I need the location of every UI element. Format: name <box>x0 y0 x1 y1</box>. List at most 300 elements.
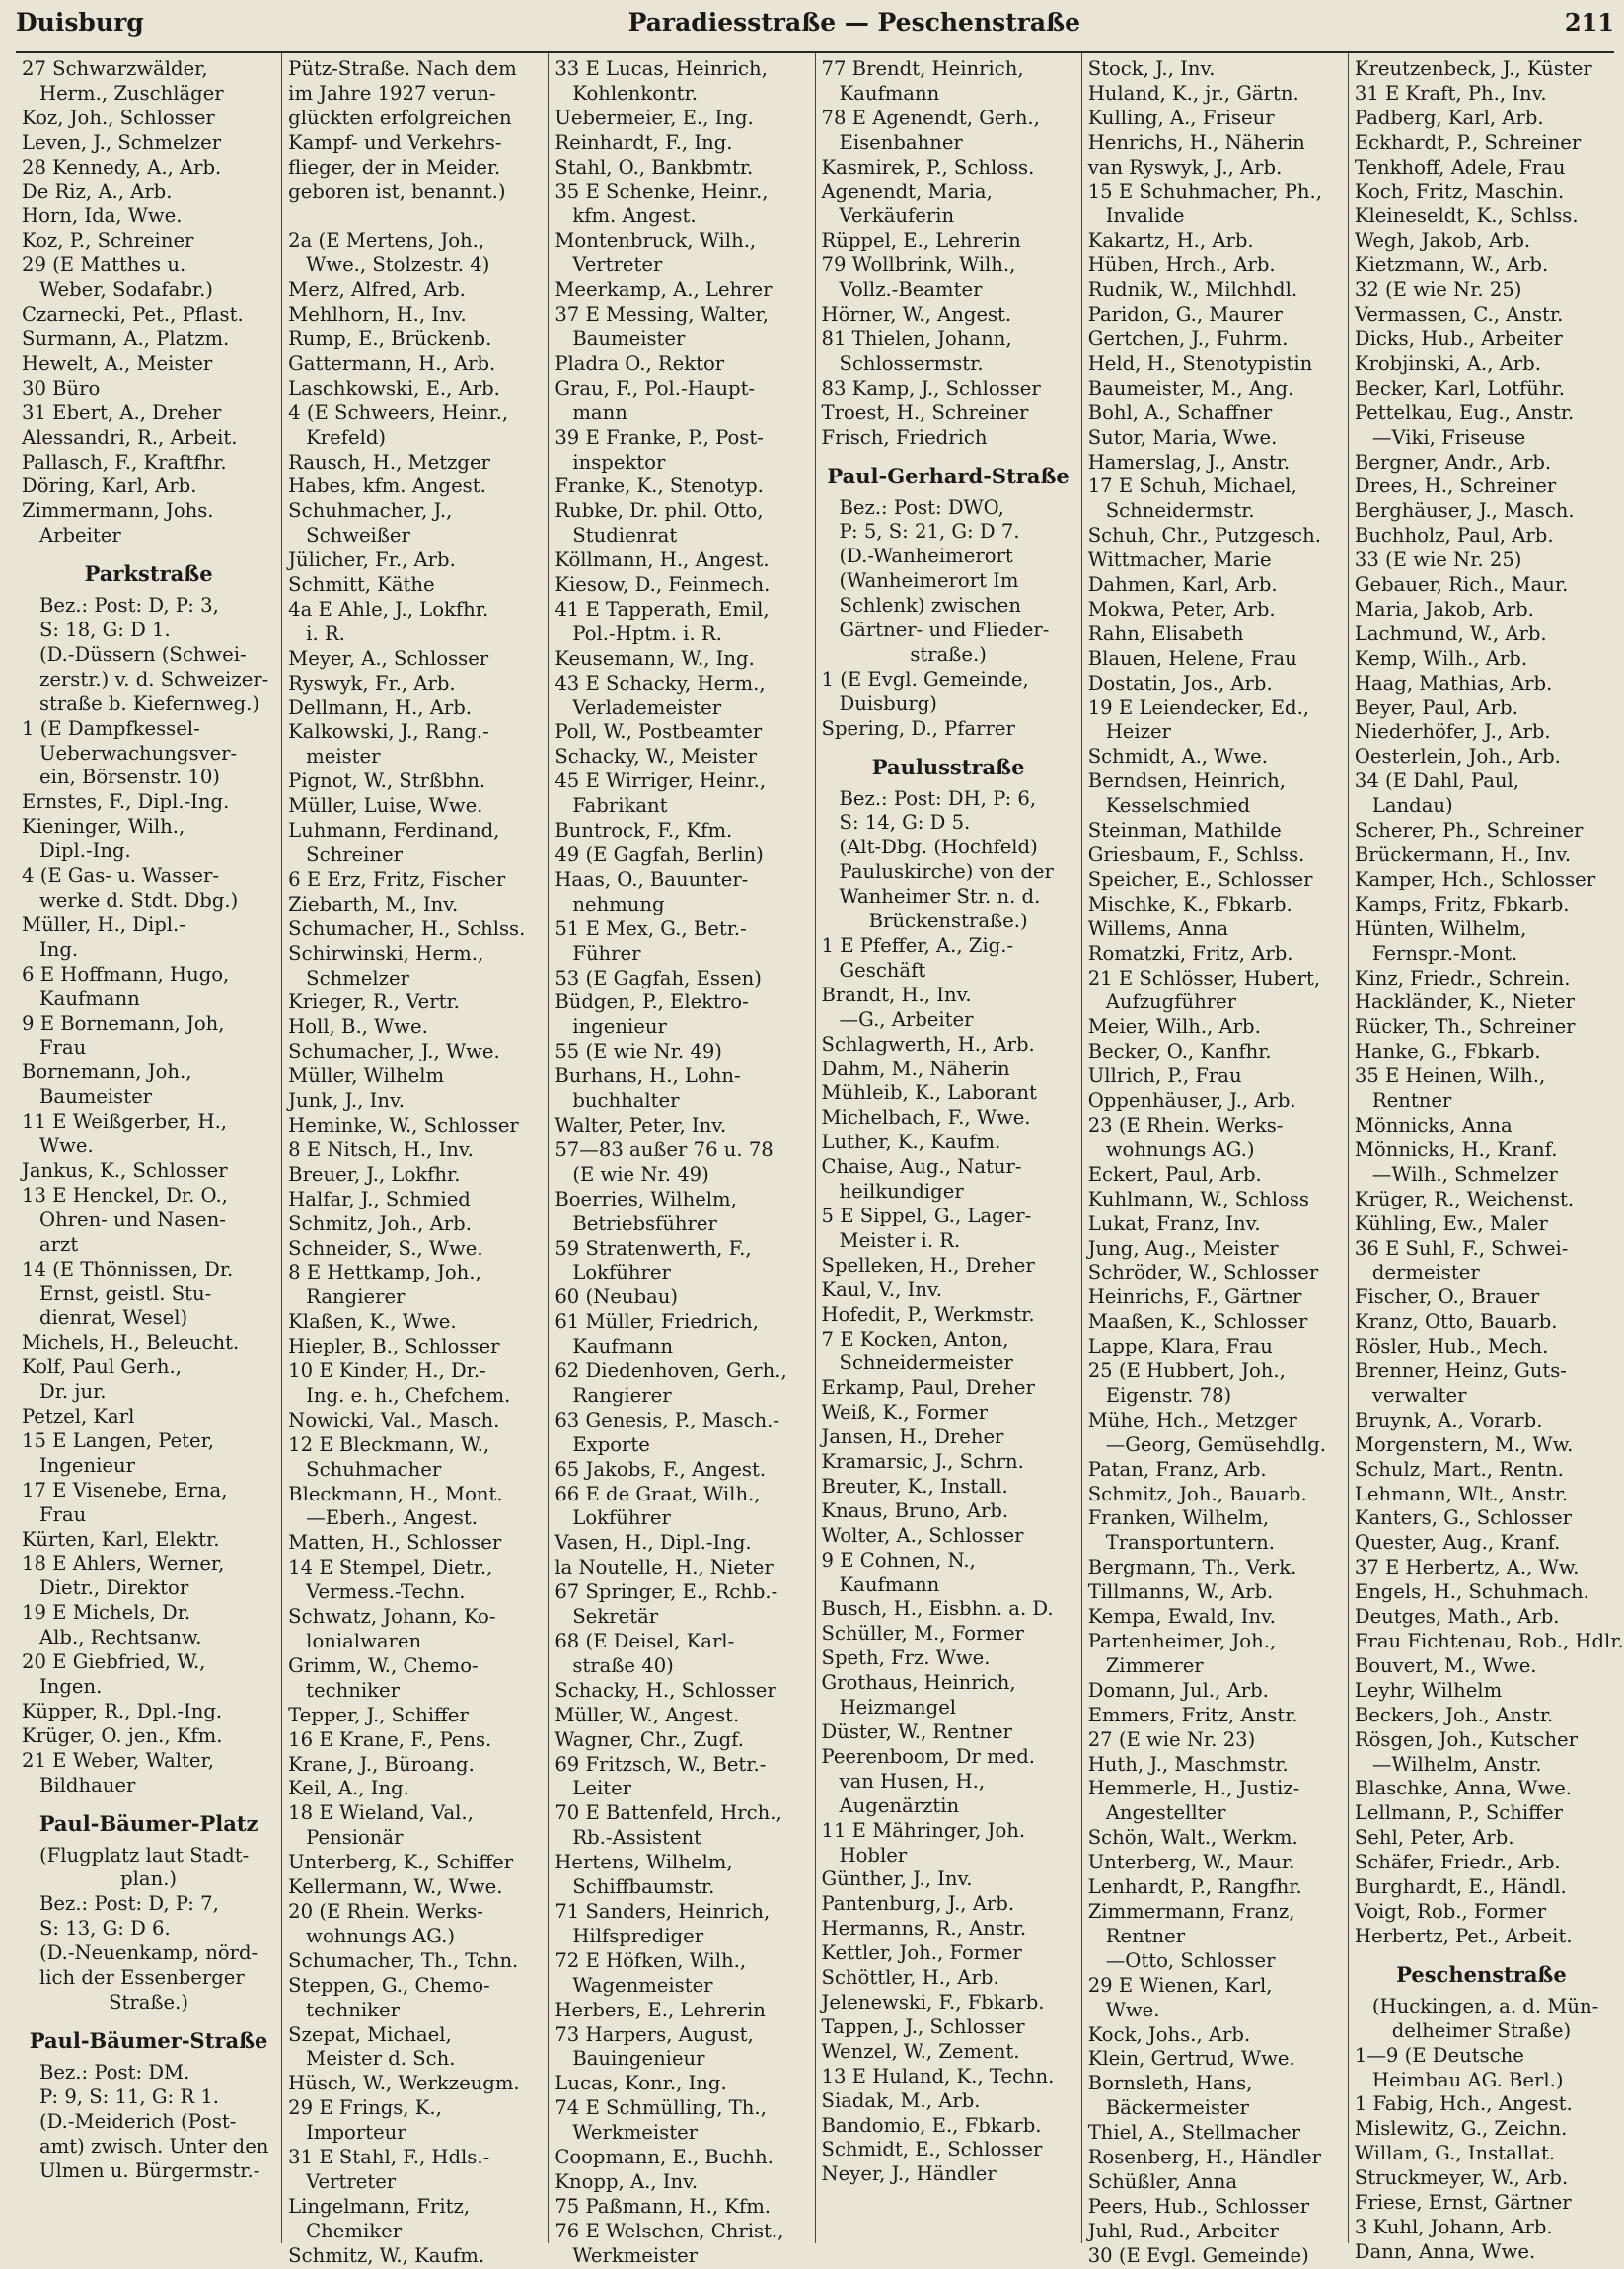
directory-line: Kasmirek, P., Schloss. <box>821 155 1035 179</box>
directory-line: 18 E Ahlers, Werner, <box>22 1552 225 1575</box>
directory-line: Padberg, Karl, Arb. <box>1354 106 1544 129</box>
directory-line: van Ryswyk, J., Arb. <box>1087 155 1283 179</box>
directory-line: Klaßen, K., Wwe. <box>288 1310 457 1334</box>
city-title: Duisburg <box>16 8 144 37</box>
directory-line: Franke, K., Stenotyp. <box>554 475 764 498</box>
directory-line: arzt <box>39 1232 79 1256</box>
directory-line: (D.-Meiderich (Post- <box>39 2109 237 2133</box>
directory-line: Deutges, Math., Arb. <box>1354 1605 1560 1629</box>
directory-line: Kieninger, Wilh., <box>22 815 185 839</box>
directory-line: Kulling, A., Friseur <box>1087 106 1275 129</box>
directory-line: Willam, G., Installat. <box>1354 2142 1556 2165</box>
directory-line: Wegh, Jakob, Arb. <box>1354 229 1531 253</box>
directory-line: Schlenk) zwischen <box>839 594 1021 618</box>
directory-line: im Jahre 1927 verun- <box>288 81 496 105</box>
directory-line: Jankus, K., Schlosser <box>22 1158 228 1182</box>
directory-line: Meister d. Sch. <box>306 2047 456 2071</box>
directory-line: Verkäuferin <box>839 204 955 228</box>
directory-line: (D.-Wanheimerort <box>839 545 1013 568</box>
directory-line: Rentner <box>1371 1089 1452 1113</box>
directory-line: wohnungs AG.) <box>306 1924 456 1947</box>
directory-line: Thiel, A., Stellmacher <box>1087 2121 1301 2145</box>
directory-line: Rücker, Th., Schreiner <box>1354 1015 1576 1039</box>
directory-line: Rudnik, W., Milchhdl. <box>1087 278 1298 302</box>
directory-line: 31 E Kraft, Ph., Inv. <box>1354 81 1547 105</box>
directory-line: Drees, H., Schreiner <box>1354 475 1557 498</box>
directory-line: Bornemann, Joh., <box>22 1061 192 1084</box>
directory-line: Blaschke, Anna, Wwe. <box>1354 1777 1573 1800</box>
directory-line: Bez.: Post: DM. <box>39 2060 190 2084</box>
directory-line: Pensionär <box>306 1826 404 1850</box>
directory-line: werke d. Stdt. Dbg.) <box>39 889 239 912</box>
directory-line: Meerkamp, A., Lehrer <box>554 278 773 302</box>
directory-line: Schacky, W., Meister <box>554 745 758 769</box>
directory-line: Bornsleth, Hans, <box>1087 2072 1253 2095</box>
directory-line: Bäckermeister <box>1105 2096 1249 2120</box>
directory-line: Michels, H., Beleucht. <box>22 1331 240 1354</box>
directory-line: Rangierer <box>572 1383 672 1407</box>
directory-line: Hilfsprediger <box>572 1924 704 1947</box>
directory-line: —Otto, Schlosser <box>1105 1948 1276 1972</box>
directory-line: Pladra O., Rektor <box>554 351 725 375</box>
directory-column <box>1349 53 1624 2263</box>
directory-line: Schreiner <box>306 843 403 866</box>
directory-line: Berghäuser, J., Masch. <box>1354 499 1575 523</box>
directory-line: Michelbach, F., Wwe. <box>821 1106 1031 1130</box>
directory-line: 9 E Bornemann, Joh, <box>22 1011 225 1035</box>
directory-line: 55 (E wie Nr. 49) <box>554 1040 722 1063</box>
directory-line: 21 E Schlösser, Hubert, <box>1087 966 1321 989</box>
directory-line: Mühe, Hch., Metzger <box>1087 1408 1297 1431</box>
directory-line: 1 E Pfeffer, A., Zig.- <box>821 934 1014 957</box>
street-heading: Paul-Gerhard-Straße <box>827 463 1070 488</box>
directory-line: Eisenbahner <box>839 130 963 154</box>
directory-line: Schneidermeister <box>839 1352 1013 1375</box>
directory-line: Ryswyk, Fr., Arb. <box>288 671 456 695</box>
directory-line: Heimbau AG. Berl.) <box>1371 2068 1564 2091</box>
directory-line: 1—9 (E Deutsche <box>1354 2043 1524 2067</box>
directory-line: Schacky, H., Schlosser <box>554 1678 776 1702</box>
directory-line: Vasen, H., Dipl.-Ing. <box>554 1531 752 1555</box>
directory-line: Becker, O., Kanfhr. <box>1087 1040 1272 1063</box>
directory-line: Jansen, H., Dreher <box>821 1426 1004 1449</box>
directory-line: Kettler, Joh., Former <box>821 1941 1022 1965</box>
directory-line: Emmers, Fritz, Anstr. <box>1087 1703 1298 1726</box>
directory-line: Mönnicks, Anna <box>1354 1113 1513 1136</box>
directory-line: Alessandri, R., Arbeit. <box>22 425 238 449</box>
directory-line: Schmitt, Käthe <box>288 573 435 597</box>
directory-line: Jülicher, Fr., Arb. <box>288 549 456 572</box>
directory-line: Hofedit, P., Werkmstr. <box>821 1302 1035 1326</box>
directory-line: Mehlhorn, H., Inv. <box>288 303 467 327</box>
directory-line: Betriebsführer <box>572 1211 717 1235</box>
directory-line: Schäfer, Friedr., Arb. <box>1354 1851 1561 1874</box>
directory-line: Kreutzenbeck, J., Küster <box>1354 57 1592 80</box>
directory-line: Burhans, H., Lohn- <box>554 1064 741 1088</box>
directory-line: Bohl, A., Schaffner <box>1087 401 1273 424</box>
directory-line: 79 Wollbrink, Wilh., <box>821 254 1016 277</box>
directory-line: 6 E Hoffmann, Hugo, <box>22 962 230 986</box>
directory-line: Kamps, Fritz, Fbkarb. <box>1354 892 1570 915</box>
directory-line: Unterberg, K., Schiffer <box>288 1851 514 1874</box>
directory-line: Schüßler, Anna <box>1087 2169 1238 2193</box>
directory-line: Kaufmann <box>572 1335 674 1358</box>
directory-line: Rubke, Dr. phil. Otto, <box>554 499 764 523</box>
directory-line: 4 (E Gas- u. Wasser- <box>22 864 219 888</box>
directory-line: 15 E Schuhmacher, Ph., <box>1087 180 1323 203</box>
directory-line: Dr. jur. <box>39 1380 107 1404</box>
directory-line: 27 (E wie Nr. 23) <box>1087 1727 1256 1751</box>
directory-line: 70 E Battenfeld, Hrch., <box>554 1801 782 1825</box>
directory-line: Schön, Walt., Werkm. <box>1087 1826 1298 1850</box>
directory-line: Chemiker <box>306 2219 403 2242</box>
directory-line: Holl, B., Wwe. <box>288 1015 428 1039</box>
directory-line: zerstr.) v. d. Schweizer- <box>39 667 269 691</box>
directory-line: Krefeld) <box>306 425 387 449</box>
directory-line: Schuhmacher <box>306 1457 442 1481</box>
directory-line: Coopmann, E., Buchh. <box>554 2146 774 2169</box>
directory-line: 11 E Mähringer, Joh. <box>821 1818 1026 1842</box>
directory-line: Brückermann, H., Inv. <box>1354 843 1572 866</box>
directory-line: Bandomio, E., Fbkarb. <box>821 2113 1042 2137</box>
directory-line: Hüben, Hrch., Arb. <box>1087 254 1276 277</box>
directory-column <box>16 53 282 2243</box>
directory-line: la Noutelle, H., Nieter <box>554 1556 774 1579</box>
directory-line: Morgenstern, M., Ww. <box>1354 1432 1574 1456</box>
directory-line: Laschkowski, E., Arb. <box>288 376 500 400</box>
directory-line: (Alt-Dbg. (Hochfeld) <box>839 836 1038 859</box>
directory-line: Mühleib, K., Laborant <box>821 1081 1037 1105</box>
directory-line: Herbers, E., Lehrerin <box>554 1998 766 2021</box>
directory-line: 78 E Agenendt, Gerh., <box>821 106 1040 129</box>
directory-line: Schneidermstr. <box>1105 499 1255 523</box>
directory-line: 72 E Höfken, Wilh., <box>554 1948 747 1972</box>
directory-line: straße 40) <box>572 1653 674 1677</box>
directory-line: 8 E Nitsch, H., Inv. <box>288 1137 474 1161</box>
directory-line: 76 E Welschen, Christ., <box>554 2219 784 2242</box>
directory-line: Leven, J., Schmelzer <box>22 130 222 154</box>
directory-line: Tappen, J., Schlosser <box>821 2014 1025 2038</box>
directory-line: Gärtner- und Flieder- <box>839 619 1050 642</box>
directory-line: Baumeister, M., Ang. <box>1087 376 1294 400</box>
directory-line: Grau, F., Pol.-Haupt- <box>554 376 756 400</box>
directory-line: Hemmerle, H., Justiz- <box>1087 1777 1300 1800</box>
directory-line: Bruynk, A., Vorarb. <box>1354 1408 1543 1431</box>
directory-line: Wwe. <box>1105 1998 1160 2021</box>
directory-line: 59 Stratenwerth, F., <box>554 1236 752 1260</box>
directory-line: meister <box>306 745 381 769</box>
directory-line: Hüsch, W., Werkzeugm. <box>288 2072 520 2095</box>
directory-line: Ernstes, F., Dipl.-Ing. <box>22 790 230 814</box>
directory-line: Vollz.-Beamter <box>839 278 983 302</box>
directory-line: glückten erfolgreichen <box>288 106 512 129</box>
directory-line: 53 (E Gagfah, Essen) <box>554 966 762 989</box>
directory-line: Nowicki, Val., Masch. <box>288 1408 500 1431</box>
directory-line: P: 5, S: 21, G: D 7. <box>839 520 1020 544</box>
street-heading: Paulusstraße <box>871 754 1025 779</box>
directory-line: Wwe., Stolzestr. 4) <box>306 254 490 277</box>
directory-line: Leyhr, Wilhelm <box>1354 1678 1503 1702</box>
directory-line: Werkmeister <box>572 2121 699 2145</box>
directory-line: 28 Kennedy, A., Arb. <box>22 155 222 179</box>
directory-line: Augenärztin <box>839 1793 960 1817</box>
directory-line: Büdgen, P., Elektro- <box>554 990 749 1014</box>
directory-line: Zimmermann, Johs. <box>22 499 214 523</box>
directory-line: Voigt, Rob., Former <box>1354 1899 1547 1923</box>
directory-line: Brenner, Heinz, Guts- <box>1354 1359 1567 1383</box>
directory-line: Hanke, G., Fbkarb. <box>1354 1040 1541 1063</box>
directory-line: straße b. Kiefernweg.) <box>39 692 260 715</box>
directory-line: flieger, der in Meider. <box>288 155 501 179</box>
directory-line: (Flugplatz laut Stadt- <box>39 1843 250 1866</box>
directory-line: Halfar, J., Schmied <box>288 1187 471 1210</box>
directory-line: 31 Ebert, A., Dreher <box>22 401 222 424</box>
directory-line: Pütz-Straße. Nach dem <box>288 57 517 80</box>
directory-line: Frau <box>39 1502 87 1526</box>
directory-line: 35 E Schenke, Heinr., <box>554 180 769 203</box>
directory-column <box>1082 53 1349 2267</box>
directory-line: Lokführer <box>572 1506 671 1530</box>
directory-line: Kanters, G., Schlosser <box>1354 1506 1572 1530</box>
directory-line: —Viki, Friseuse <box>1371 425 1526 449</box>
directory-line: Maaßen, K., Schlosser <box>1087 1310 1308 1334</box>
directory-line: Blauen, Helene, Frau <box>1087 646 1297 670</box>
directory-line: Ullrich, P., Frau <box>1087 1064 1242 1088</box>
directory-line: Weiß, K., Former <box>821 1401 989 1425</box>
directory-line: Schweißer <box>306 524 410 548</box>
directory-line: Krieger, R., Vertr. <box>288 990 460 1014</box>
directory-line: Pauluskirche) von der <box>839 860 1054 884</box>
directory-line: Poll, W., Postbeamter <box>554 720 763 744</box>
directory-line: Schuhmacher, J., <box>288 499 453 523</box>
directory-line: ingenieur <box>572 1015 667 1039</box>
directory-line: straße.) <box>910 642 987 666</box>
directory-line: Werkmeister <box>572 2243 699 2267</box>
directory-line: Bez.: Post: DH, P: 6, <box>839 786 1037 810</box>
directory-line: Tenkhoff, Adele, Frau <box>1354 155 1566 179</box>
directory-line: 19 E Michels, Dr. <box>22 1601 191 1625</box>
directory-line: Siadak, M., Arb. <box>821 2088 981 2112</box>
directory-line: Speth, Frz. Wwe. <box>821 1647 991 1670</box>
directory-line: delheimer Straße) <box>1391 2018 1572 2042</box>
directory-line: Burghardt, E., Händl. <box>1354 1875 1567 1899</box>
directory-line: 4 (E Schweers, Heinr., <box>288 401 509 424</box>
directory-line: Vertreter <box>306 2169 397 2193</box>
directory-line: Friese, Ernst, Gärtner <box>1354 2191 1572 2215</box>
directory-line: Domann, Jul., Arb. <box>1087 1678 1269 1702</box>
directory-line: Bergner, Andr., Arb. <box>1354 450 1552 474</box>
directory-line: Hackländer, K., Nieter <box>1354 990 1576 1014</box>
directory-line: Ing. <box>39 937 79 961</box>
directory-line: 61 Müller, Friedrich, <box>554 1310 759 1334</box>
directory-line: wohnungs AG.) <box>1105 1137 1255 1161</box>
directory-line: Duisburg) <box>839 692 937 715</box>
directory-line: Frisch, Friedrich <box>821 425 988 449</box>
directory-line: 45 E Wirriger, Heinr., <box>554 769 767 793</box>
directory-line: Mischke, K., Fbkarb. <box>1087 892 1292 915</box>
directory-line: Boerries, Wilhelm, <box>554 1187 737 1210</box>
directory-line: Düster, W., Rentner <box>821 1720 1012 1743</box>
directory-line: Alb., Rechtsanw. <box>39 1626 202 1649</box>
directory-line: Erkamp, Paul, Dreher <box>821 1376 1035 1400</box>
directory-line: lich der Essenberger <box>39 1966 245 1990</box>
directory-line: Vertreter <box>572 254 663 277</box>
directory-line: Rösler, Hub., Mech. <box>1354 1335 1549 1358</box>
directory-line: Romatzki, Fritz, Arb. <box>1087 941 1293 965</box>
directory-line: 71 Sanders, Heinrich, <box>554 1899 771 1923</box>
directory-line: Berndsen, Heinrich, <box>1087 769 1286 793</box>
directory-line: Kaul, V., Inv. <box>821 1278 942 1301</box>
directory-line: 41 E Tapperath, Emil, <box>554 597 770 621</box>
page-header <box>16 8 1614 53</box>
directory-line: Matten, H., Schlosser <box>288 1531 502 1555</box>
directory-line: 1 (E Dampfkessel- <box>22 716 200 740</box>
directory-line: Horn, Ida, Wwe. <box>22 204 183 228</box>
directory-line: Troest, H., Schreiner <box>821 401 1029 424</box>
directory-line: Straße.) <box>109 1990 189 2013</box>
directory-line: Schöttler, H., Arb. <box>821 1966 999 1990</box>
directory-line: Czarnecki, Pet., Pflast. <box>22 303 244 327</box>
directory-line: Fabrikant <box>572 794 668 818</box>
directory-line: Koz, Joh., Schlosser <box>22 106 215 129</box>
directory-line: Mokwa, Peter, Arb. <box>1087 597 1276 621</box>
directory-line: Leiter <box>572 1777 632 1800</box>
directory-line: Dahm, M., Näherin <box>821 1057 1010 1080</box>
directory-line: Eigenstr. 78) <box>1105 1383 1232 1407</box>
directory-line: Dann, Anna, Wwe. <box>1354 2239 1536 2263</box>
directory-line: Koz, P., Schreiner <box>22 229 194 253</box>
directory-line: Mönnicks, H., Kranf. <box>1354 1137 1558 1161</box>
directory-line: Patan, Franz, Arb. <box>1087 1457 1267 1481</box>
directory-line: 57—83 außer 76 u. 78 <box>554 1137 774 1161</box>
street-heading: Paul-Bäumer-Straße <box>29 2027 268 2053</box>
directory-line: Zimmermann, Franz, <box>1087 1899 1295 1923</box>
directory-line: 33 (E wie Nr. 25) <box>1354 549 1522 572</box>
directory-line: 62 Diedenhoven, Gerh., <box>554 1359 787 1383</box>
directory-line: 30 Büro <box>22 376 101 400</box>
directory-line: 2a (E Mertens, Joh., <box>288 229 485 253</box>
directory-line: Baumeister <box>39 1085 153 1109</box>
directory-line: 6 E Erz, Fritz, Fischer <box>288 867 506 891</box>
directory-line: Schumacher, J., Wwe. <box>288 1040 500 1063</box>
directory-line: Peerenboom, Dr med. <box>821 1744 1036 1768</box>
directory-line: Kühling, Ew., Maler <box>1354 1211 1548 1235</box>
directory-line: (D.-Neuenkamp, nörd- <box>39 1941 258 1965</box>
directory-line: 68 (E Deisel, Karl- <box>554 1630 735 1652</box>
page-number: 211 <box>1564 8 1614 37</box>
directory-line: Lappe, Klara, Frau <box>1087 1335 1273 1358</box>
directory-line: Tepper, J., Schiffer <box>288 1703 469 1726</box>
directory-line: mann <box>572 401 627 424</box>
directory-line: Gebauer, Rich., Maur. <box>1354 573 1569 597</box>
directory-line: 13 E Henckel, Dr. O., <box>22 1183 228 1207</box>
directory-line: Lachmund, W., Arb. <box>1354 622 1547 645</box>
street-heading: Paul-Bäumer-Platz <box>38 1810 258 1836</box>
directory-line: Busch, H., Eisbhn. a. D. <box>821 1597 1054 1621</box>
directory-line: 30 (E Evgl. Gemeinde) <box>1087 2243 1309 2267</box>
directory-line: Aufzugführer <box>1105 990 1237 1014</box>
directory-line: (D.-Düssern (Schwei- <box>39 642 247 666</box>
directory-line: geboren ist, benannt.) <box>288 180 506 203</box>
directory-line: Schlagwerth, H., Arb. <box>821 1032 1035 1056</box>
directory-line: 15 E Langen, Peter, <box>22 1428 215 1452</box>
directory-line: Luhmann, Ferdinand, <box>288 819 500 842</box>
directory-line: Junk, J., Inv. <box>288 1089 405 1113</box>
directory-line: Dostatin, Jos., Arb. <box>1087 671 1273 695</box>
directory-line: Bergmann, Th., Verk. <box>1087 1556 1297 1579</box>
directory-line: Schmitz, W., Kaufm. <box>288 2243 485 2267</box>
directory-line: Kleineseldt, K., Schlss. <box>1354 204 1579 228</box>
directory-line: Vermess.-Techn. <box>306 1580 466 1604</box>
directory-line: Schulz, Mart., Rentn. <box>1354 1457 1564 1481</box>
directory-line: Meier, Wilh., Arb. <box>1087 1015 1261 1039</box>
directory-line: Gattermann, H., Arb. <box>288 351 496 375</box>
directory-line: Bouvert, M., Wwe. <box>1354 1653 1537 1677</box>
directory-line: Beckers, Joh., Anstr. <box>1354 1703 1554 1726</box>
directory-line: Sekretär <box>572 1605 659 1629</box>
directory-line: plan.) <box>120 1867 178 1891</box>
directory-line: Speicher, E., Schlosser <box>1087 867 1313 891</box>
directory-line: 74 E Schmülling, Th., <box>554 2096 767 2120</box>
street-heading: Parkstraße <box>84 561 213 587</box>
directory-line: Ziebarth, M., Inv. <box>288 892 459 915</box>
directory-line: 43 E Schacky, Herm., <box>554 671 766 695</box>
directory-line: Heinrichs, F., Gärtner <box>1087 1285 1302 1309</box>
directory-line: Günther, J., Inv. <box>821 1867 973 1891</box>
directory-line: Jelenewski, F., Fbkarb. <box>821 1990 1045 2013</box>
directory-line: Uebermeier, E., Ing. <box>554 106 754 129</box>
directory-line: Zimmerer <box>1105 1653 1204 1677</box>
directory-line: Geschäft <box>839 958 926 982</box>
directory-line: 17 E Schuh, Michael, <box>1087 475 1297 498</box>
directory-line: Müller, H., Dipl.- <box>22 913 185 936</box>
directory-line: Lellmann, P., Schiffer <box>1354 1801 1564 1825</box>
directory-line: Gertchen, J., Fuhrm. <box>1087 327 1289 350</box>
directory-line: Verlademeister <box>572 695 722 719</box>
directory-line: Müller, Wilhelm <box>288 1064 445 1088</box>
directory-line: Herm., Zuschläger <box>39 81 224 105</box>
directory-line: —Georg, Gemüsehdlg. <box>1105 1432 1326 1456</box>
directory-line: Pignot, W., Strßbhn. <box>288 769 486 793</box>
directory-line: 29 E Frings, K., <box>288 2096 442 2120</box>
directory-line: Kalkowski, J., Rang.- <box>288 720 489 744</box>
directory-line: Kock, Johs., Arb. <box>1087 2022 1251 2046</box>
directory-line: 31 E Stahl, F., Hdls.- <box>288 2146 490 2169</box>
directory-line: Knopp, A., Inv. <box>554 2169 699 2193</box>
directory-line: Schmitz, Joh., Arb. <box>288 1211 472 1235</box>
directory-line: Schmelzer <box>306 966 409 989</box>
directory-line: Hörner, W., Angest. <box>821 303 1012 327</box>
directory-line: P: 9, S: 11, G: R 1. <box>39 2085 220 2108</box>
directory-line: Stahl, O., Bankbmtr. <box>554 155 754 179</box>
directory-line: Ueberwachungsver- <box>39 741 238 765</box>
directory-line: Jung, Aug., Meister <box>1087 1236 1279 1260</box>
directory-line: Maria, Jakob, Arb. <box>1354 597 1534 621</box>
directory-line: —Wilhelm, Anstr. <box>1371 1752 1542 1776</box>
directory-line: ein, Börsenstr. 10) <box>39 766 220 789</box>
directory-line: Hiepler, B., Schlosser <box>288 1335 500 1358</box>
directory-line: Ohren- und Nasen- <box>39 1208 226 1231</box>
directory-line: Montenbruck, Wilh., <box>554 229 757 253</box>
directory-line: Schumacher, Th., Tchn. <box>288 1948 519 1972</box>
directory-line: Henrichs, H., Näherin <box>1087 130 1305 154</box>
directory-line: 34 (E Dahl, Paul, <box>1354 769 1520 793</box>
directory-line: Pol.-Hptm. i. R. <box>572 622 722 645</box>
directory-line: Steppen, G., Chemo- <box>288 1973 490 1997</box>
directory-line: Pantenburg, J., Arb. <box>821 1892 1015 1916</box>
directory-line: Kamper, Hch., Schlosser <box>1354 867 1596 891</box>
directory-line: Klein, Gertrud, Wwe. <box>1087 2047 1295 2071</box>
